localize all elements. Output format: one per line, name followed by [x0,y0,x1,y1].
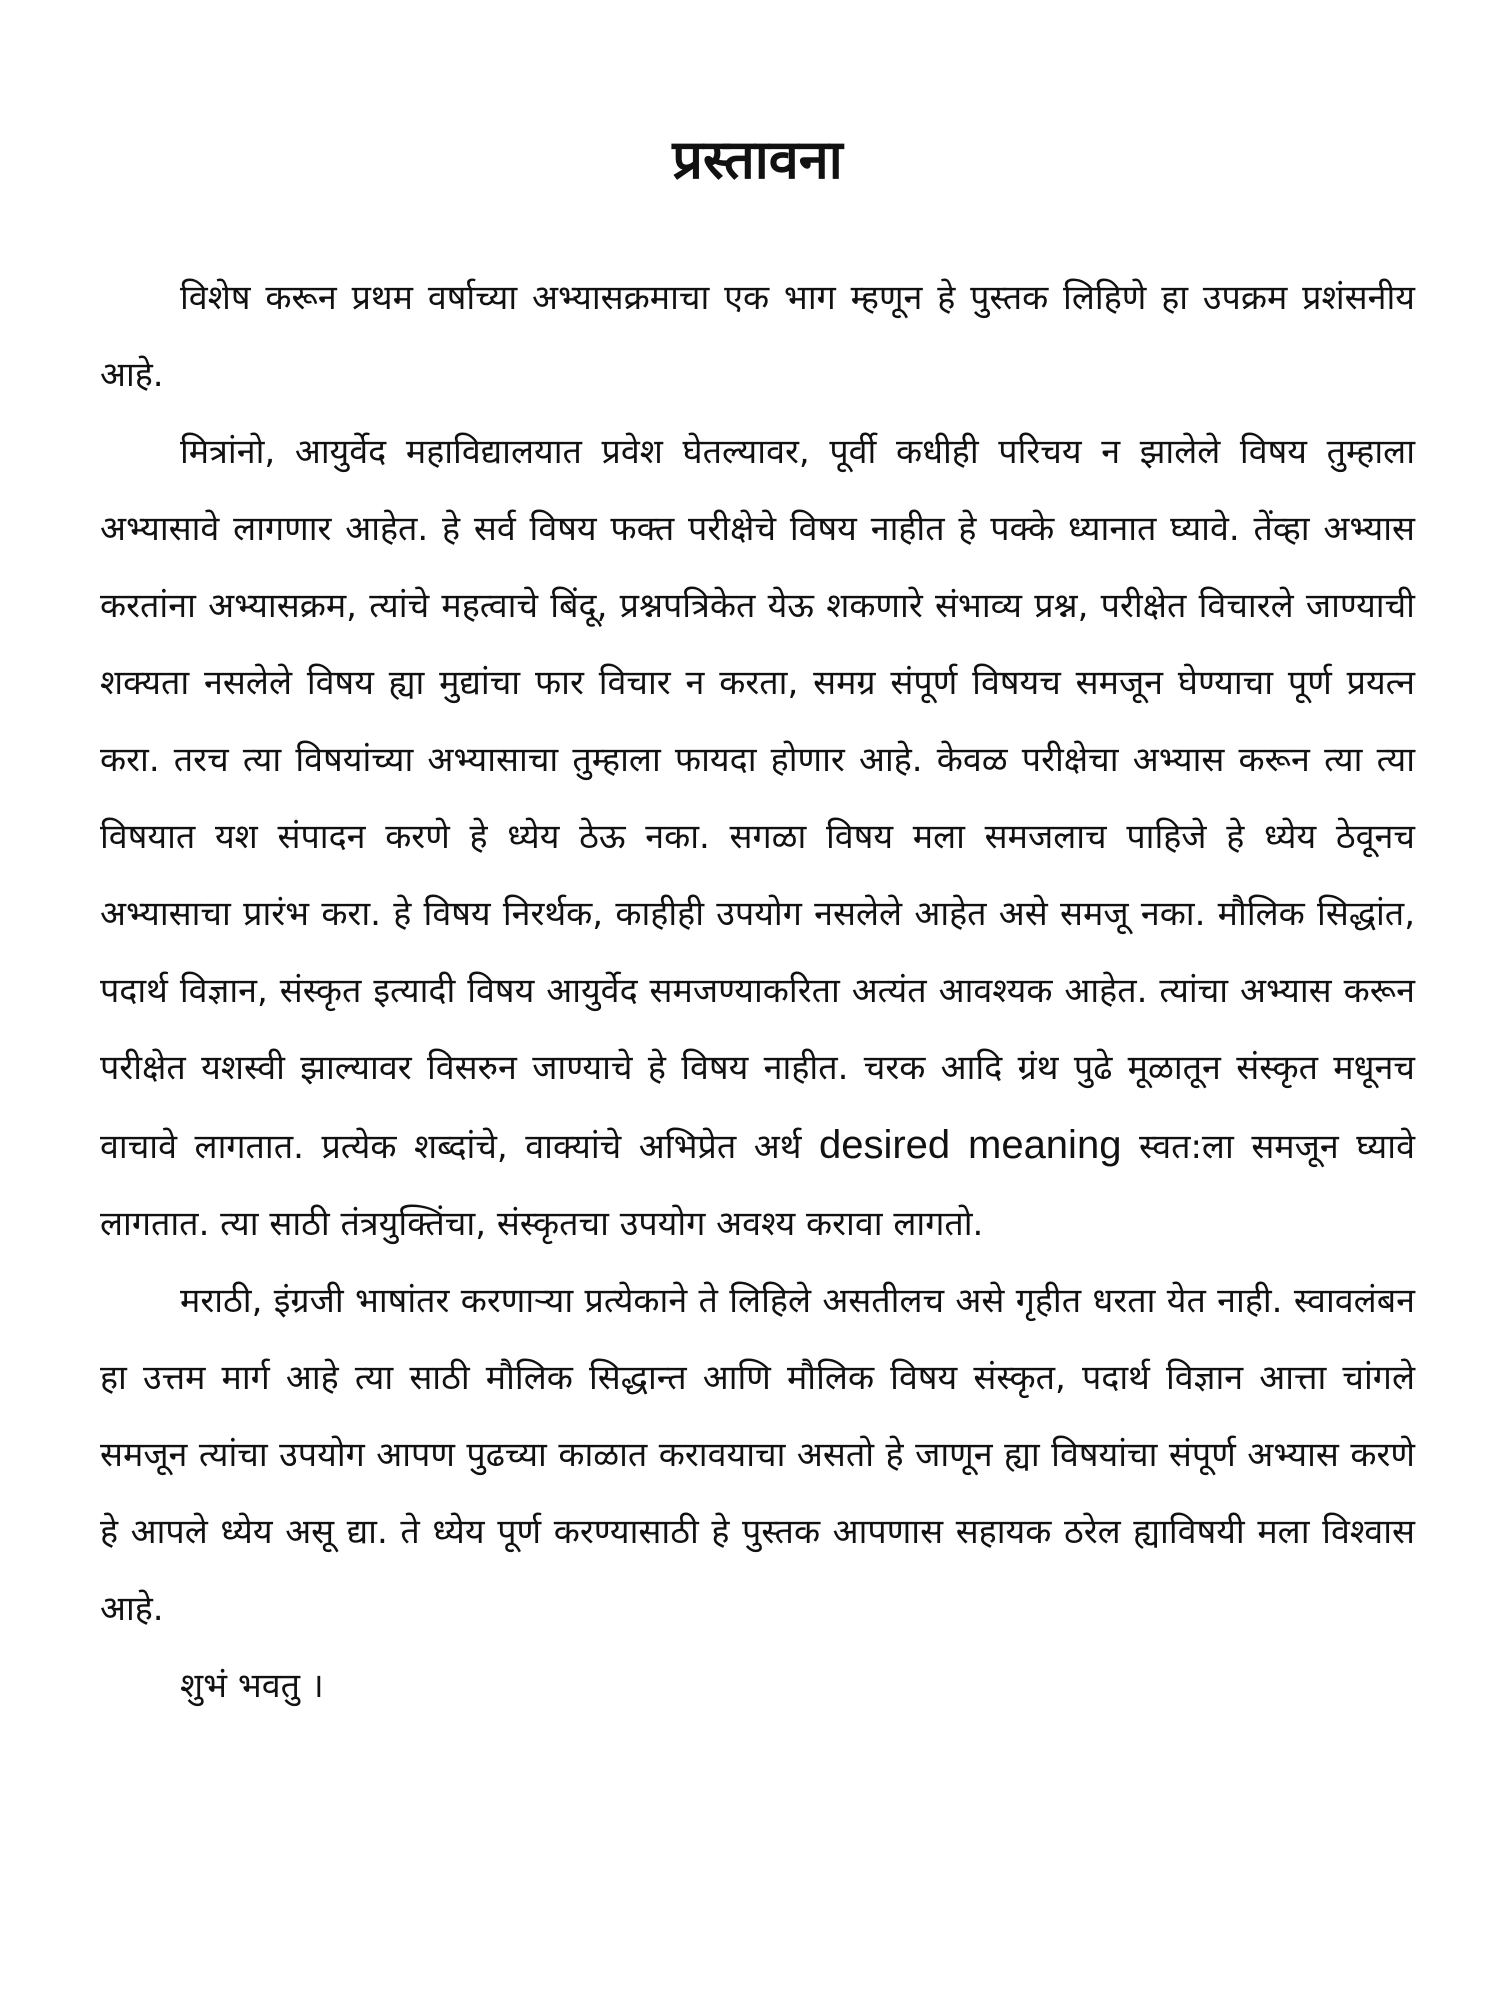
page-title: प्रस्तावना [672,128,843,191]
paragraph-2-text-continued: स्वत:ला समजून घ्यावे लागतात. त्या साठी तंत्रयुक्तिंचा, संस्कृतचा उपयोग अवश्य करावा लागतो. [100,1127,1415,1244]
paragraph-3-text: मराठी, इंग्रजी भाषांतर करणाऱ्या प्रत्येकाने ते लिहिले असतीलच असे गृहीत धरता येत नाही. स्वावलंबन हा उत्तम मार्ग आहे त्या साठी मौलिक सिद्धान्त आणि मौलिक विषय संस्कृत, पदार्थ विज्ञान आत्ता चांगले समजून त्यांचा उपयोग आपण पुढच्या काळात करावयाचा असतो हे जाणून ह्या विषयांचा संपूर्ण अभ्यास करणे हे आपले ध्येय असू द्या. ते ध्येय पूर्ण करण्यासाठी हे पुस्तक आपणास सहायक ठरेल ह्याविषयी मला विश्वास आहे. [100,1281,1415,1629]
paragraph-1-text: विशेष करून प्रथम वर्षाच्या अभ्यासक्रमाचा एक भाग म्हणून हे पुस्तक लिहिणे हा उपक्रम प्रशंसनीय आहे. [100,278,1415,395]
closing-line: शुभं भवतु । [180,1666,324,1706]
paragraph-1 [100,260,1415,414]
paragraph-2 [100,414,1415,1263]
paragraph-2-text: मित्रांनो, आयुर्वेद महाविद्यालयात प्रवेश घेतल्यावर, पूर्वी कधीही परिचय न झालेले विषय तुम्हाला अभ्यासावे लागणार आहेत. हे सर्व विषय फक्त परीक्षेचे विषय नाहीत हे पक्के ध्यानात घ्यावे. तेंव्हा अभ्यास करतांना अभ्यासक्रम, त्यांचे महत्वाचे बिंदू, प्रश्नपत्रिकेत येऊ शकणारे संभाव्य प्रश्न, परीक्षेत विचारले जाण्याची शक्यता नसलेले विषय ह्या मुद्यांचा फार विचार न करता, समग्र संपूर्ण विषयच समजून घेण्याचा पूर्ण प्रयत्न करा. तरच त्या विषयांच्या अभ्यासाचा तुम्हाला फायदा होणार आहे. केवळ परीक्षेचा अभ्यास करून त्या त्या विषयात यश संपादन करणे हे ध्येय ठेऊ नका. सगळा विषय मला समजलाच पाहिजे हे ध्येय ठेवूनच अभ्यासाचा प्रारंभ करा. हे विषय निरर्थक, काहीही उपयोग नसलेले आहेत असे समजू नका. मौलिक सिद्धांत, पदार्थ विज्ञान, संस्कृत इत्यादी विषय आयुर्वेद समजण्याकरिता अत्यंत आवश्यक आहेत. त्यांचा अभ्यास करून परीक्षेत यशस्वी झाल्यावर विसरुन जाण्याचे हे विषय नाहीत. चरक आदि ग्रंथ पुढे मूळातून संस्कृत मधूनच वाचावे लागतात. प्रत्येक शब्दांचे, वाक्यांचे अभिप्रेत अर्थ [100,432,1415,1167]
paragraph-3 [100,1263,1415,1648]
document-page [100,120,1415,1725]
paragraph-2-english-term: desired meaning [818,1123,1122,1167]
